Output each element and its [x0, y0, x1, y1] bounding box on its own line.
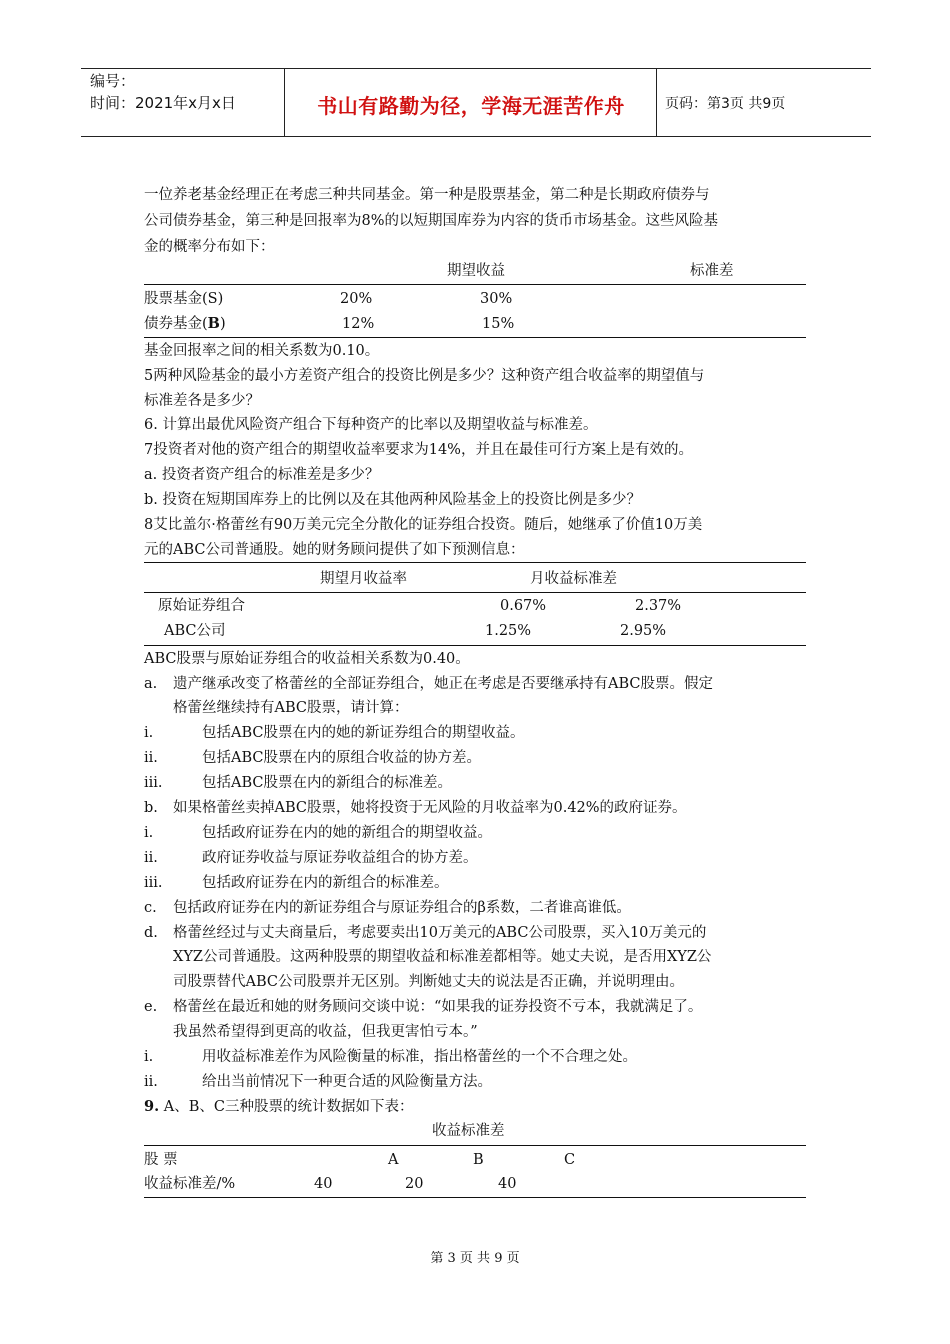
item-d-line: 格蕾丝经过与丈夫商量后，考虑要卖出10万美元的ABC公司股票，买入10万美元的	[173, 925, 707, 941]
header-divider-left	[284, 68, 285, 136]
table2-top-rule	[144, 562, 806, 563]
table2-row-value: 1.25%	[485, 623, 532, 639]
sub-item: 包括政府证券在内的新组合的标准差。	[202, 875, 449, 891]
header-divider-right	[656, 68, 657, 136]
item-marker: a.	[144, 676, 158, 692]
header-meta	[90, 70, 236, 114]
sub-item: 包括ABC股票在内的新组合的标准差。	[202, 775, 452, 791]
header-time: 时间：2021年x月x日	[90, 94, 236, 112]
sub-marker: i.	[144, 825, 154, 841]
table3-cell: B	[473, 1152, 484, 1168]
question-8-line: 8艾比盖尔·格蕾丝有90万美元完全分散化的证券组合投资。随后，她继承了价值10万美	[144, 517, 703, 533]
item-d-line: XYZ公司普通股。这两种股票的期望收益和标准差都相等。她丈夫说，是否用XYZ公	[173, 949, 712, 965]
table1-row-value: 12%	[342, 316, 375, 332]
table1-bottom-rule	[144, 337, 806, 338]
item-a-line: 遗产继承改变了格蕾丝的全部证券组合，她正在考虑是否要继承持有ABC股票。假定	[173, 676, 713, 692]
question-6: 6. 计算出最优风险资产组合下每种资产的比率以及期望收益与标准差。	[144, 417, 598, 433]
question-8-line: 元的ABC公司普通股。她的财务顾问提供了如下预测信息：	[144, 542, 525, 558]
table1-row-value: 20%	[340, 291, 373, 307]
sub-marker: iii.	[144, 875, 163, 891]
intro-line: 金的概率分布如下：	[144, 239, 275, 255]
item-d-line: 司股票替代ABC公司股票并无区别。判断她丈夫的说法是否正确，并说明理由。	[173, 974, 684, 990]
header-top-rule	[81, 68, 871, 69]
sub-item: 政府证券收益与原证券收益组合的协方差。	[202, 850, 478, 866]
intro-line: 公司债券基金，第三种是回报率为8%的以短期国库券为内容的货币市场基金。这些风险基	[144, 213, 718, 229]
table1-row-name: 股票基金(S)	[144, 291, 224, 307]
table1-top-rule	[144, 284, 806, 285]
table2-header-std: 月收益标准差	[530, 571, 617, 587]
table2-bottom-rule	[144, 645, 806, 646]
table1-row-value: 15%	[482, 316, 515, 332]
question-5-line: 标准差各是多少？	[144, 393, 260, 409]
table2-row-value: 0.67%	[500, 598, 547, 614]
item-e-line: 我虽然希望得到更高的收益，但我更害怕亏本。”	[173, 1024, 478, 1040]
question-7: 7投资者对他的资产组合的期望收益率要求为14%，并且在最佳可行方案上是有效的。	[144, 442, 693, 458]
item-marker: c.	[144, 900, 157, 916]
sub-marker: i.	[144, 725, 154, 741]
table1-row-name: 债券基金(B)	[144, 315, 226, 332]
sub-item: 包括ABC股票在内的原组合收益的协方差。	[202, 750, 481, 766]
item-a-line: 格蕾丝继续持有ABC股票，请计算：	[173, 700, 409, 716]
table3-row-label: 股 票	[144, 1152, 178, 1168]
sub-item: 用收益标准差作为风险衡量的标准，指出格蕾丝的一个不合理之处。	[202, 1049, 637, 1065]
intro-line: 一位养老基金经理正在考虑三种共同基金。第一种是股票基金，第二种是长期政府债券与	[144, 187, 710, 203]
question-5-line: 5两种风险基金的最小方差资产组合的投资比例是多少？这种资产组合收益率的期望值与	[144, 368, 705, 384]
sub-marker: ii.	[144, 1074, 158, 1090]
table3-cell: 40	[314, 1176, 333, 1192]
table3-top-rule	[144, 1145, 806, 1146]
question-7a: a. 投资者资产组合的标准差是多少？	[144, 467, 380, 483]
sub-item: 给出当前情况下一种更合适的风险衡量方法。	[202, 1074, 492, 1090]
question-7b: b. 投资在短期国库券上的比例以及在其他两种风险基金上的投资比例是多少？	[144, 492, 641, 508]
item-e-line: 格蕾丝在最近和她的财务顾问交谈中说：“如果我的证券投资不亏本，我就满足了。	[173, 999, 703, 1015]
item-c-line: 包括政府证券在内的新证券组合与原证券组合的β系数，二者谁高谁低。	[173, 900, 631, 916]
header-bottom-rule	[81, 136, 871, 137]
sub-marker: ii.	[144, 750, 158, 766]
correlation-note-abc: ABC股票与原始证券组合的收益相关系数为0.40。	[144, 651, 470, 667]
correlation-note: 基金回报率之间的相关系数为0.10。	[144, 343, 380, 359]
table3-bottom-rule	[144, 1197, 806, 1198]
table2-row-name: ABC公司	[164, 623, 226, 639]
item-marker: d.	[144, 925, 158, 941]
header-motto: 书山有路勤为径，学海无涯苦作舟	[317, 94, 625, 118]
item-b-line: 如果格蕾丝卖掉ABC股票，她将投资于无风险的月收益率为0.42%的政府证券。	[173, 800, 687, 816]
header-page: 页码：第3页 共9页	[665, 96, 786, 112]
sub-marker: ii.	[144, 850, 158, 866]
page-footer: 第 3 页 共 9 页	[430, 1251, 520, 1266]
sub-item: 包括政府证券在内的她的新组合的期望收益。	[202, 825, 492, 841]
table3-cell: 20	[405, 1176, 424, 1192]
table2-row-name: 原始证券组合	[158, 598, 245, 614]
table3-caption: 收益标准差	[432, 1123, 505, 1139]
table1-header-std: 标准差	[690, 263, 734, 279]
sub-marker: iii.	[144, 775, 163, 791]
table2-row-value: 2.37%	[635, 598, 682, 614]
header-number: 编号：	[90, 72, 136, 90]
table3-row-label: 收益标准差/%	[144, 1176, 236, 1192]
sub-item: 包括ABC股票在内的她的新证券组合的期望收益。	[202, 725, 525, 741]
table2-header-expected: 期望月收益率	[320, 571, 407, 587]
item-marker: e.	[144, 999, 158, 1015]
table2-header-rule	[144, 592, 806, 593]
item-marker: b.	[144, 800, 158, 816]
table2-row-value: 2.95%	[620, 623, 667, 639]
question-9: 9. A、B、C三种股票的统计数据如下表：	[144, 1098, 414, 1115]
table1-row-value: 30%	[480, 291, 513, 307]
table3-cell: A	[388, 1152, 399, 1168]
table3-cell: 40	[498, 1176, 517, 1192]
table3-cell: C	[564, 1152, 576, 1168]
table1-header-expected: 期望收益	[447, 263, 505, 279]
sub-marker: i.	[144, 1049, 154, 1065]
